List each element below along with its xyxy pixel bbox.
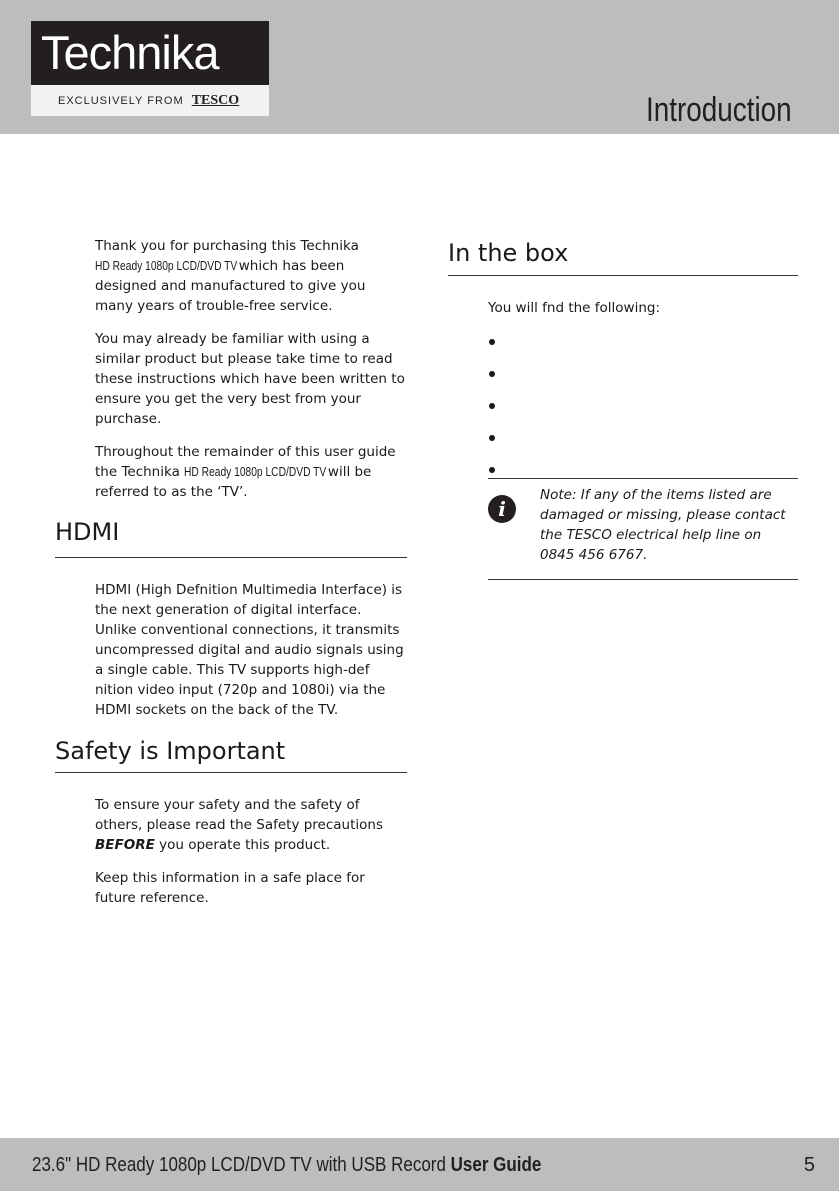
logo-tagline [31, 85, 269, 116]
safety-p1-start: To ensure your safety and the safety of others, please read the Safety precautions [95, 797, 383, 833]
page-header [0, 0, 839, 134]
intro-paragraph-2: You may already be familiar with using a similar product but please take time to read these instructions which have been written to ensure you get the very best from your purchase. [95, 331, 405, 427]
note-text: Note: If any of the items listed are damaged or missing, please contact the TESCO electrical help line on 0845 456 6767. [540, 487, 786, 563]
info-icon: i [488, 495, 516, 523]
footer-guide-label: User Guide [450, 1154, 542, 1176]
intro-p1-start: Thank you for purchasing this Technika [95, 238, 359, 254]
left-column [55, 236, 407, 921]
footer-product: 23.6" HD Ready 1080p LCD/DVD TV with USB Record [32, 1154, 446, 1176]
tesco-logo: TESCO [191, 93, 240, 108]
in-the-box-lead: You will fnd the following: [488, 300, 660, 316]
list-item [488, 396, 798, 428]
in-the-box-heading: In the box [448, 236, 798, 276]
box-contents-list [488, 332, 798, 492]
intro-paragraph-1 [95, 236, 407, 316]
page-footer [0, 1138, 839, 1191]
technika-logo [31, 21, 269, 116]
intro-p3-end: will be referred to as the ‘TV’. [95, 464, 372, 500]
list-item [488, 364, 798, 396]
footer-title [32, 1148, 541, 1182]
safety-emphasis: BEFORE [95, 837, 155, 853]
page-title: Introduction [646, 91, 792, 129]
logo-tagline-text: EXCLUSIVELY FROM [58, 95, 184, 107]
right-column [448, 236, 798, 580]
intro-paragraph-3 [95, 442, 407, 502]
safety-heading: Safety is Important [55, 734, 407, 773]
hdmi-heading: HDMI [55, 515, 407, 558]
note-box [488, 478, 798, 580]
hdmi-paragraph: HDMI (High Defnition Multimedia Interface) is the next generation of digital interface. Unlike conventional connections, it transmits uncompressed digital and audio signals using a single cable. This TV supports high-def nition video input (720p and 1080i) via the HDMI sockets on the back of the TV. [95, 582, 404, 718]
intro-p1-model: HD Ready 1080p LCD/DVD TV [95, 259, 238, 273]
logo-brand: Technika [31, 21, 269, 85]
intro-p3-start: Throughout the remainder of this user guide the Technika [95, 444, 396, 480]
safety-p1-end: you operate this product. [159, 837, 331, 853]
intro-p3-model: HD Ready 1080p LCD/DVD TV [184, 465, 327, 479]
list-item [488, 428, 798, 460]
intro-p1-end: which has been designed and manufactured to give you many years of trouble-free service. [95, 258, 366, 314]
safety-paragraph-1 [95, 795, 407, 855]
page-number: 5 [803, 1154, 815, 1176]
list-item [488, 332, 798, 364]
safety-paragraph-2: Keep this information in a safe place for future reference. [95, 870, 365, 906]
